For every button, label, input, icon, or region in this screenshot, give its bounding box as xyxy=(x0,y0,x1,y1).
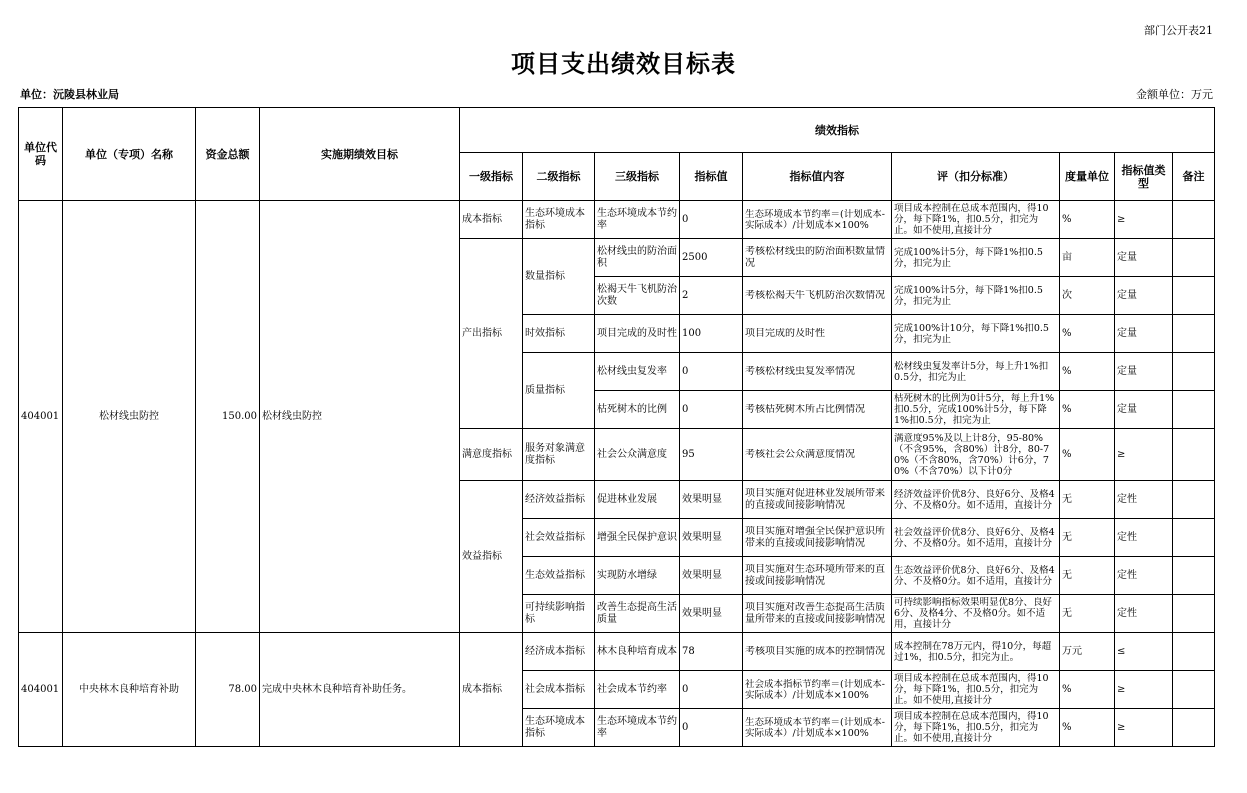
score-cell xyxy=(892,353,1060,391)
table-row xyxy=(19,633,1215,671)
content-text: 项目实施对改善生态提高生活质量所带来的直接或间接影响情况 xyxy=(745,601,885,625)
content-text: 考核项目实施的成本的控制情况 xyxy=(745,645,885,657)
value-type-cell: ≥ xyxy=(1115,429,1173,481)
content-cell xyxy=(743,315,892,353)
score-text: 项目成本控制在总成本范围内，得10分，每下降1%，扣0.5分，扣完为止。如不使用,直接计分 xyxy=(894,673,1049,706)
content-text: 项目实施对生态环境所带来的直接或间接影响情况 xyxy=(745,563,885,587)
measure-cell: % xyxy=(1060,709,1115,747)
score-text: 满意度95%及以上计8分，95-80%（不含95%，含80%）计8分，80-70%（不含80%，含70%）计6分，70%（不含70%）以下计0分 xyxy=(894,432,1050,477)
col-value: 指标值 xyxy=(680,153,743,201)
level2-cell: 社会效益指标 xyxy=(523,519,595,557)
score-text: 社会效益评价优8分、良好6分、及格4分、不及格0分。如不适用，直接计分 xyxy=(894,526,1055,549)
score-text: 项目成本控制在总成本范围内，得10分，每下降1%，扣0.5分，扣完为止。如不使用,直接计分 xyxy=(894,203,1049,236)
score-text: 项目成本控制在总成本范围内，得10分，每下降1%，扣0.5分，扣完为止。如不使用,直接计分 xyxy=(894,711,1049,744)
level3-cell: 社会成本节约率 xyxy=(595,671,680,709)
col-content: 指标值内容 xyxy=(743,153,892,201)
remark-cell xyxy=(1173,519,1215,557)
unit-label: 单位：沅陵县林业局 xyxy=(20,88,119,101)
value-cell: 78 xyxy=(680,633,743,671)
col-level3: 三级指标 xyxy=(595,153,680,201)
value-type-cell: 定量 xyxy=(1115,239,1173,277)
level2-cell: 社会成本指标 xyxy=(523,671,595,709)
content-text: 项目完成的及时性 xyxy=(745,327,825,339)
content-cell xyxy=(743,633,892,671)
measure-cell: % xyxy=(1060,201,1115,239)
level2-cell: 生态环境成本指标 xyxy=(523,709,595,747)
level1-cell: 效益指标 xyxy=(460,481,523,633)
content-text: 项目实施对增强全民保护意识所带来的直接或间接影响情况 xyxy=(745,525,885,549)
measure-cell: % xyxy=(1060,315,1115,353)
score-text: 可持续影响指标效果明显优8分、良好6分、及格4分、不及格0分。如不适用，直接计分 xyxy=(894,597,1053,630)
remark-cell xyxy=(1173,595,1215,633)
col-value-type: 指标值类型 xyxy=(1115,153,1173,201)
score-cell xyxy=(892,633,1060,671)
score-cell xyxy=(892,277,1060,315)
value-cell: 100 xyxy=(680,315,743,353)
content-text: 考核枯死树木所占比例情况 xyxy=(745,403,865,415)
remark-cell xyxy=(1173,315,1215,353)
level3-cell: 项目完成的及时性 xyxy=(595,315,680,353)
project-total: 78.00 xyxy=(196,633,260,747)
score-cell xyxy=(892,391,1060,429)
measure-cell: % xyxy=(1060,353,1115,391)
content-cell xyxy=(743,671,892,709)
level3-cell: 社会公众满意度 xyxy=(595,429,680,481)
measure-cell: % xyxy=(1060,429,1115,481)
value-type-cell: ≥ xyxy=(1115,709,1173,747)
value-cell: 效果明显 xyxy=(680,481,743,519)
level3-cell: 松材线虫复发率 xyxy=(595,353,680,391)
content-cell xyxy=(743,391,892,429)
col-level2: 二级指标 xyxy=(523,153,595,201)
content-text: 考核松材线虫的防治面积数量情况 xyxy=(745,245,885,269)
remark-cell xyxy=(1173,391,1215,429)
value-type-cell: 定性 xyxy=(1115,595,1173,633)
project-name: 松材线虫防控 xyxy=(63,201,196,633)
content-cell xyxy=(743,595,892,633)
score-cell xyxy=(892,429,1060,481)
value-cell: 2500 xyxy=(680,239,743,277)
score-cell xyxy=(892,557,1060,595)
level1-cell: 满意度指标 xyxy=(460,429,523,481)
value-cell: 0 xyxy=(680,201,743,239)
level2-cell: 时效指标 xyxy=(523,315,595,353)
col-total: 资金总额 xyxy=(196,108,260,201)
col-goal: 实施期绩效目标 xyxy=(260,108,460,201)
value-type-cell: 定量 xyxy=(1115,391,1173,429)
project-total: 150.00 xyxy=(196,201,260,633)
score-cell xyxy=(892,239,1060,277)
col-score: 评（扣分标准） xyxy=(892,153,1060,201)
remark-cell xyxy=(1173,353,1215,391)
level1-cell: 成本指标 xyxy=(460,633,523,747)
content-text: 生态环境成本节约率＝(计划成本-实际成本）/计划成本×100% xyxy=(745,208,885,231)
measure-cell: % xyxy=(1060,391,1115,429)
score-cell xyxy=(892,519,1060,557)
level2-cell: 可持续影响指标 xyxy=(523,595,595,633)
level1-cell: 成本指标 xyxy=(460,201,523,239)
level3-cell: 林木良种培育成本 xyxy=(595,633,680,671)
measure-cell: 无 xyxy=(1060,557,1115,595)
value-cell: 0 xyxy=(680,709,743,747)
value-type-cell: ≥ xyxy=(1115,671,1173,709)
score-cell xyxy=(892,315,1060,353)
remark-cell xyxy=(1173,277,1215,315)
value-type-cell: 定性 xyxy=(1115,519,1173,557)
level3-cell: 改善生态提高生活质量 xyxy=(595,595,680,633)
money-unit-label: 金额单位：万元 xyxy=(1136,88,1213,101)
measure-cell: 无 xyxy=(1060,595,1115,633)
level2-cell: 生态环境成本指标 xyxy=(523,201,595,239)
value-cell: 2 xyxy=(680,277,743,315)
score-text: 完成100%计5分，每下降1%扣0.5分，扣完为止 xyxy=(894,284,1043,307)
score-text: 松材线虫复发率计5分，每上升1%扣0.5分，扣完为止 xyxy=(894,360,1049,383)
value-type-cell: 定量 xyxy=(1115,353,1173,391)
value-type-cell: 定量 xyxy=(1115,277,1173,315)
measure-cell: 亩 xyxy=(1060,239,1115,277)
remark-cell xyxy=(1173,709,1215,747)
content-cell xyxy=(743,519,892,557)
score-text: 完成100%计5分，每下降1%扣0.5分，扣完为止 xyxy=(894,246,1043,269)
content-text: 生态环境成本节约率＝(计划成本-实际成本）/计划成本×100% xyxy=(745,716,885,739)
content-cell xyxy=(743,277,892,315)
content-text: 项目实施对促进林业发展所带来的直接或间接影响情况 xyxy=(745,487,885,511)
level3-cell: 实现防水增绿 xyxy=(595,557,680,595)
content-cell xyxy=(743,201,892,239)
measure-cell: 万元 xyxy=(1060,633,1115,671)
score-text: 成本控制在78万元内，得10分，每超过1%，扣0.5分，扣完为止。 xyxy=(894,640,1052,663)
level3-cell: 增强全民保护意识 xyxy=(595,519,680,557)
measure-cell: 无 xyxy=(1060,519,1115,557)
level3-cell: 枯死树木的比例 xyxy=(595,391,680,429)
value-type-cell: 定性 xyxy=(1115,557,1173,595)
project-goal: 完成中央林木良种培育补助任务。 xyxy=(260,633,460,747)
content-cell xyxy=(743,481,892,519)
project-name: 中央林木良种培育补助 xyxy=(63,633,196,747)
col-code: 单位代码 xyxy=(19,108,63,201)
score-text: 完成100%计10分，每下降1%扣0.5分，扣完为止 xyxy=(894,322,1049,345)
value-cell: 0 xyxy=(680,391,743,429)
level2-cell: 经济效益指标 xyxy=(523,481,595,519)
content-text: 考核社会公众满意度情况 xyxy=(745,448,855,460)
content-cell xyxy=(743,429,892,481)
remark-cell xyxy=(1173,239,1215,277)
level3-cell: 松材线虫的防治面积 xyxy=(595,239,680,277)
remark-cell xyxy=(1173,481,1215,519)
measure-cell: 次 xyxy=(1060,277,1115,315)
content-text: 社会成本指标节约率＝(计划成本-实际成本）/计划成本×100% xyxy=(745,678,885,701)
level3-cell: 生态环境成本节约率 xyxy=(595,709,680,747)
level2-cell: 服务对象满意度指标 xyxy=(523,429,595,481)
table-number: 部门公开表21 xyxy=(1144,24,1213,37)
col-name: 单位（专项）名称 xyxy=(63,108,196,201)
score-cell xyxy=(892,709,1060,747)
value-type-cell: 定性 xyxy=(1115,481,1173,519)
project-goal: 松材线虫防控 xyxy=(260,201,460,633)
remark-cell xyxy=(1173,557,1215,595)
project-code: 404001 xyxy=(19,633,63,747)
remark-cell xyxy=(1173,671,1215,709)
table-row xyxy=(19,201,1215,239)
value-cell: 0 xyxy=(680,671,743,709)
measure-cell: % xyxy=(1060,671,1115,709)
score-text: 经济效益评价优8分、良好6分、及格4分、不及格0分。如不适用，直接计分 xyxy=(894,488,1055,511)
level2-cell: 经济成本指标 xyxy=(523,633,595,671)
value-cell: 95 xyxy=(680,429,743,481)
col-performance-group: 绩效指标 xyxy=(460,108,1215,153)
content-cell xyxy=(743,557,892,595)
level3-cell: 促进林业发展 xyxy=(595,481,680,519)
level1-cell: 产出指标 xyxy=(460,239,523,429)
col-level1: 一级指标 xyxy=(460,153,523,201)
content-text: 考核松材线虫复发率情况 xyxy=(745,365,855,377)
content-cell xyxy=(743,353,892,391)
score-cell xyxy=(892,201,1060,239)
score-cell xyxy=(892,671,1060,709)
performance-table xyxy=(18,107,1215,747)
level3-cell: 生态环境成本节约率 xyxy=(595,201,680,239)
score-text: 枯死树木的比例为0计5分，每上升1%扣0.5分，完成100%计5分，每下降1%扣0.5分，扣完为止 xyxy=(894,393,1055,426)
content-cell xyxy=(743,239,892,277)
value-cell: 效果明显 xyxy=(680,595,743,633)
level2-cell: 质量指标 xyxy=(523,353,595,429)
value-cell: 效果明显 xyxy=(680,519,743,557)
page-title: 项目支出绩效目标表 xyxy=(511,50,736,78)
score-text: 生态效益评价优8分、良好6分、及格4分、不及格0分。如不适用，直接计分 xyxy=(894,564,1055,587)
remark-cell xyxy=(1173,201,1215,239)
value-cell: 效果明显 xyxy=(680,557,743,595)
value-type-cell: ≤ xyxy=(1115,633,1173,671)
value-type-cell: ≥ xyxy=(1115,201,1173,239)
value-cell: 0 xyxy=(680,353,743,391)
content-text: 考核松褐天牛飞机防治次数情况 xyxy=(745,289,885,301)
col-remark: 备注 xyxy=(1173,153,1215,201)
score-cell xyxy=(892,481,1060,519)
remark-cell xyxy=(1173,429,1215,481)
score-cell xyxy=(892,595,1060,633)
level2-cell: 生态效益指标 xyxy=(523,557,595,595)
content-cell xyxy=(743,709,892,747)
measure-cell: 无 xyxy=(1060,481,1115,519)
level2-cell: 数量指标 xyxy=(523,239,595,315)
level3-cell: 松褐天牛飞机防治次数 xyxy=(595,277,680,315)
remark-cell xyxy=(1173,633,1215,671)
col-measure: 度量单位 xyxy=(1060,153,1115,201)
project-code: 404001 xyxy=(19,201,63,633)
value-type-cell: 定量 xyxy=(1115,315,1173,353)
